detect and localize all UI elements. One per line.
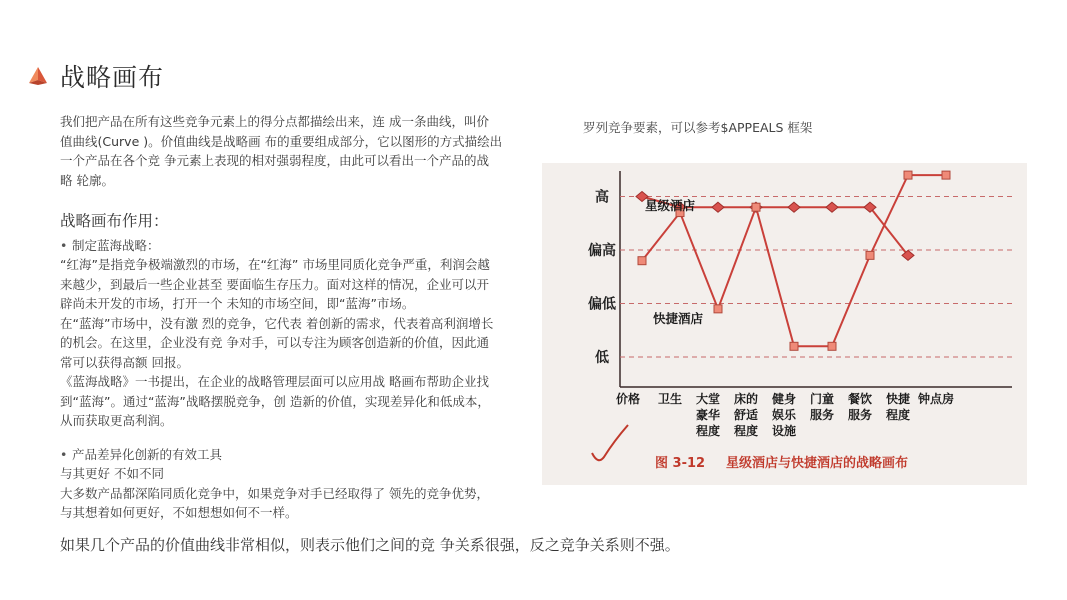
chart-photo xyxy=(542,163,1027,485)
x-tick-label: 大堂 xyxy=(695,392,721,406)
y-tick-label: 偏高 xyxy=(588,243,616,259)
page-title: 战略画布 xyxy=(60,63,165,92)
y-tick-label: 高 xyxy=(595,189,609,206)
x-tick-label: 服务 xyxy=(809,408,835,422)
body-line: 从而获取更高利润。 xyxy=(60,413,173,428)
chart-note: 罗列竞争要素，可以参考$APPEALS 框架 xyxy=(583,120,813,135)
intro-line: 一个产品在各个竞 争元素上表现的相对强弱程度，由此可以看出一个产品的战 xyxy=(60,153,489,168)
body-line: 大多数产品都深陷同质化竞争中，如果竞争对手已经取得了 领先的竞争优势， xyxy=(60,485,489,501)
x-tick-label: 钟点房 xyxy=(917,392,955,406)
data-point xyxy=(714,305,722,313)
data-point xyxy=(828,342,836,350)
conclusion-text: 如果几个产品的价值曲线非常相似，则表示他们之间的竞 争关系很强，反之竞争关系则不强。 xyxy=(60,536,680,554)
intro-line: 略 轮廓。 xyxy=(60,172,114,188)
data-point xyxy=(866,251,874,259)
series-label: 快捷酒店 xyxy=(653,311,704,326)
pyramid-icon xyxy=(28,66,48,86)
body-line: 与其想着如何更好，不如想想如何不一样。 xyxy=(60,505,298,520)
bullet-differentiation: • 产品差异化创新的有效工具 xyxy=(60,445,526,465)
body-line: 《蓝海战略》一书提出，在企业的战略管理层面可以应用战 略画布帮助企业找 xyxy=(60,374,489,389)
x-tick-label: 快捷 xyxy=(885,392,911,406)
x-tick-label: 价格 xyxy=(615,392,641,406)
x-tick-label: 程度 xyxy=(733,424,759,438)
data-point xyxy=(826,202,838,212)
body-line: 常可以获得高额 回报。 xyxy=(60,354,189,370)
body-line: 在“蓝海”市场中，没有激 烈的竞争，它代表 着创新的需求，代表着高利润增长 xyxy=(60,315,494,331)
bullet-blue-ocean: • 制定蓝海战略： xyxy=(60,236,526,256)
data-point xyxy=(942,171,950,179)
x-tick-label: 舒适 xyxy=(733,408,759,422)
intro-line: 我们把产品在所有这些竞争元素上的得分点都描绘出来，连 成一条曲线，叫价 xyxy=(60,114,489,129)
data-point xyxy=(790,342,798,350)
x-tick-label: 豪华 xyxy=(695,408,721,422)
y-tick-label: 低 xyxy=(595,350,609,366)
x-tick-label: 设施 xyxy=(771,424,797,438)
intro-line: 值曲线(Curve )。价值曲线是战略画 布的重要组成部分，它以图形的方式描绘出 xyxy=(60,133,503,149)
x-tick-label: 程度 xyxy=(885,408,911,422)
body-line: 来越少，到最后一些企业甚至 要面临生存压力。面对这样的情况，企业可以开 xyxy=(60,276,489,292)
figure-label: 图 3-12 xyxy=(655,456,706,471)
x-tick-label: 门童 xyxy=(809,392,835,406)
body-line: 辟尚未开发的市场，打开一个 未知的市场空间，即“蓝海”市场。 xyxy=(60,296,415,311)
x-tick-label: 餐饮 xyxy=(847,392,873,406)
data-point xyxy=(788,202,800,212)
data-point xyxy=(902,250,914,260)
x-tick-label: 健身 xyxy=(771,392,797,406)
pen-stroke xyxy=(592,425,628,460)
strategy-canvas-chart xyxy=(542,163,1027,485)
data-point xyxy=(752,203,760,211)
x-tick-label: 服务 xyxy=(847,408,873,422)
chart-title: 星级酒店与快捷酒店的战略画布 xyxy=(726,456,909,471)
x-tick-label: 程度 xyxy=(695,424,721,438)
body-line: 到“蓝海”。通过“蓝海”战略摆脱竞争，创 造新的价值，实现差异化和低成本， xyxy=(60,393,490,409)
data-point xyxy=(904,171,912,179)
text-column xyxy=(60,112,526,523)
section-heading: 战略画布作用： xyxy=(60,212,169,230)
x-tick-label: 卫生 xyxy=(657,392,683,406)
body-line: 与其更好 不如不同 xyxy=(60,466,164,481)
series-label: 星级酒店 xyxy=(645,198,696,213)
body-line: 的机会。在这里，企业没有竞 争对手，可以专注为顾客创造新的价值，因此通 xyxy=(60,335,489,350)
data-point xyxy=(864,202,876,212)
y-tick-label: 偏低 xyxy=(588,296,616,313)
x-tick-label: 床的 xyxy=(733,392,759,406)
x-tick-label: 娱乐 xyxy=(771,408,797,422)
data-point xyxy=(638,257,646,265)
data-point xyxy=(712,202,724,212)
body-line: “红海”是指竞争极端激烈的市场，在“红海” 市场里同质化竞争严重，利润会越 xyxy=(60,257,490,272)
